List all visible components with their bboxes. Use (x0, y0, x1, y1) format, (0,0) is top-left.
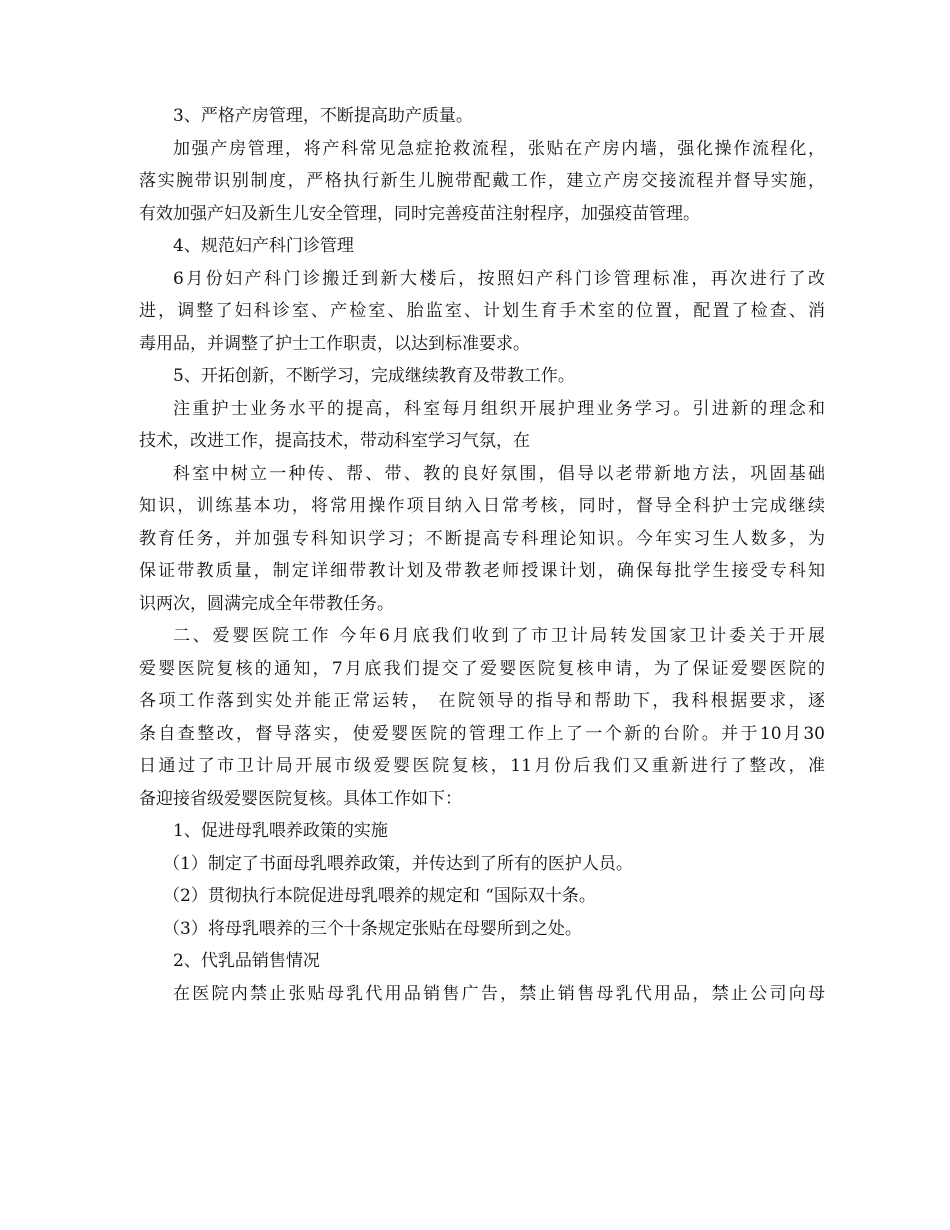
text-line: 2、代乳品销售情况 (173, 951, 320, 971)
text-line: 备迎接省级爱婴医院复核。具体工作如下： (139, 788, 462, 809)
text-line: 爱婴医院复核的通知，7月底我们提交了爱婴医院复核申请，为了保证爱婴医院的 (139, 658, 825, 679)
text-line: 进，调整了妇科诊室、产检室、胎监室、计划生育手术室的位置，配置了检查、消 (139, 301, 825, 321)
text-line: （2）贯彻执行本院促进母乳喂养的规定和 “国际双十条。 (163, 886, 596, 906)
text-line: 知识，训练基本功，将常用操作项目纳入日常考核，同时，督导全科护士完成继续 (139, 496, 825, 516)
text-line: 教育任务，并加强专科知识学习；不断提高专科理论知识。今年实习生人数多，为 (139, 528, 825, 549)
text-line: 保证带教质量，制定详细带教计划及带教老师授课计划，确保每批学生接受专科知 (139, 561, 825, 581)
text-line: 加强产房管理，将产科常见急症抢救流程，张贴在产房内墙，强化操作流程化， (173, 138, 825, 159)
text-line: 6月份妇产科门诊搬迁到新大楼后，按照妇产科门诊管理标准，再次进行了改 (173, 268, 825, 289)
text-line: 技术，改进工作，提高技术，带动科室学习气氛，在 (139, 431, 530, 451)
text-line: 科室中树立一种传、帮、带、教的良好氛围，倡导以老带新地方法，巩固基础 (173, 463, 825, 484)
text-line: 二、爱婴医院工作 今年6月底我们收到了市卫计局转发国家卫计委关于开展 (173, 626, 825, 646)
text-line: 识两次，圆满完成全年带教任务。 (139, 593, 394, 614)
text-line: 条自查整改，督导落实，使爱婴医院的管理工作上了一个新的台阶。并于10月30 (139, 723, 825, 744)
text-line: 5、开拓创新，不断学习，完成继续教育及带教工作。 (173, 366, 575, 386)
text-line: 各项工作落到实处并能正常运转， 在院领导的指导和帮助下，我科根据要求，逐 (139, 691, 825, 711)
text-line: 注重护士业务水平的提高，科室每月组织开展护理业务学习。引进新的理念和 (173, 398, 825, 419)
text-line: 1、促进母乳喂养政策的实施 (173, 821, 388, 841)
text-line: 日通过了市卫计局开展市级爱婴医院复核，11月份后我们又重新进行了整改，准 (139, 756, 825, 776)
text-line: 在医院内禁止张贴母乳代用品销售广告，禁止销售母乳代用品，禁止公司向母 (173, 983, 825, 1004)
text-line: 落实腕带识别制度，严格执行新生儿腕带配戴工作，建立产房交接流程并督导实施， (139, 171, 825, 191)
text-line: 3、严格产房管理，不断提高助产质量。 (173, 106, 473, 126)
text-line: （1）制定了书面母乳喂养政策，并传达到了所有的医护人员。 (163, 853, 633, 874)
text-line: （3）将母乳喂养的三个十条规定张贴在母婴所到之处。 (163, 918, 582, 939)
text-line: 有效加强产妇及新生儿安全管理，同时完善疫苗注射程序，加强疫苗管理。 (139, 203, 700, 224)
document-body (139, 100, 825, 1010)
text-line: 4、规范妇产科门诊管理 (173, 236, 354, 256)
text-line: 毒用品，并调整了护士工作职责，以达到标准要求。 (139, 333, 530, 354)
